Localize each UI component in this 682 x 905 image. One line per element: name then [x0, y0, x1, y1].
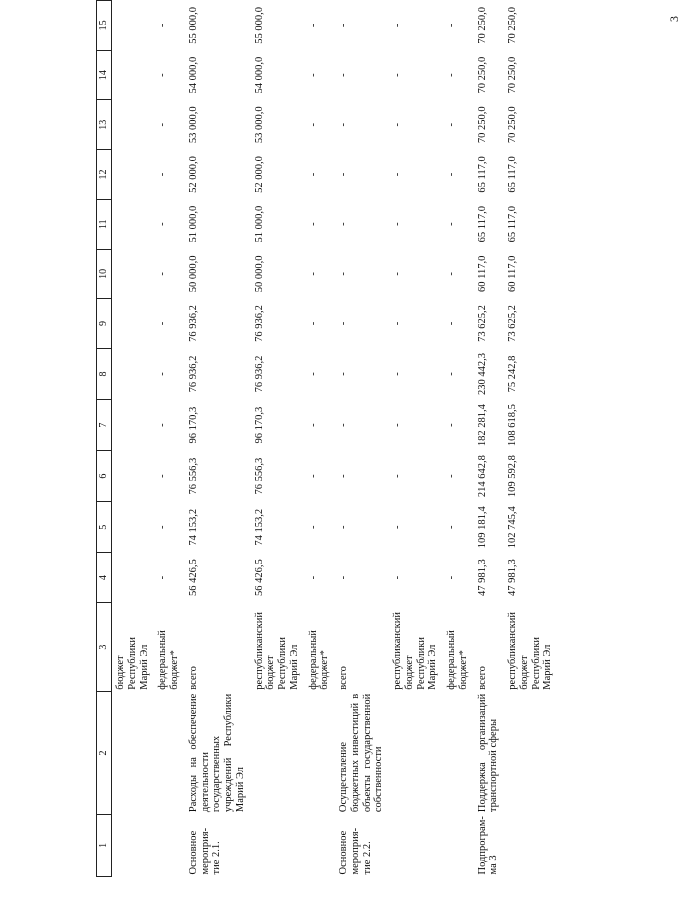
value-cell: 73 625,2: [476, 305, 488, 342]
value-cell: 65 117,0: [507, 205, 518, 243]
value-cell: -: [307, 73, 319, 77]
col-header: 3: [97, 603, 112, 692]
row-item-name: [305, 692, 336, 814]
value-cell: -: [157, 474, 169, 478]
value-cell: -: [338, 575, 349, 580]
value-cell: -: [446, 575, 457, 580]
value-cell: -: [446, 73, 457, 77]
col-header: 5: [97, 502, 112, 553]
table-row: [112, 1, 155, 877]
value-cell: -: [392, 123, 403, 127]
value-cell: [112, 299, 155, 349]
value-cell: -: [307, 423, 319, 427]
row-item-label: [443, 814, 474, 876]
value-cell: -: [338, 23, 349, 28]
table-row: [474, 1, 505, 877]
value-cell: -: [157, 222, 169, 226]
value-cell: -: [307, 474, 319, 478]
value-cell: 214 642,8: [476, 455, 488, 498]
table-row: [443, 1, 474, 877]
value-cell: -: [338, 272, 349, 276]
value-cell: [112, 50, 155, 100]
col-header: 2: [97, 692, 112, 814]
value-cell: 56 426,5: [253, 559, 265, 597]
value-cell: -: [307, 23, 319, 28]
row-item-label: [504, 814, 558, 876]
col-header: 6: [97, 451, 112, 502]
value-cell: -: [157, 575, 169, 580]
value-cell: -: [392, 73, 403, 77]
value-cell: 52 000,0: [253, 156, 265, 193]
value-cell: 70 250,0: [507, 106, 518, 144]
value-cell: -: [307, 172, 319, 177]
col-header: 12: [97, 150, 112, 200]
value-cell: 50 000,0: [253, 255, 265, 293]
value-cell: -: [338, 372, 349, 376]
value-cell: -: [446, 372, 457, 376]
value-cell: -: [446, 23, 457, 28]
value-cell: [112, 1, 155, 51]
row-item-label: Основное мероприя- тие 2.1.: [187, 827, 223, 875]
value-cell: 70 250,0: [507, 56, 518, 94]
value-cell: 47 981,3: [476, 559, 488, 597]
table-body: [112, 1, 559, 877]
row-funding-source: бюджет Республики Марий Эл: [115, 637, 150, 690]
row-item-label: [251, 814, 305, 876]
row-funding-source: республиканский бюджет Республики Марий Эл: [392, 612, 439, 690]
value-cell: -: [338, 172, 349, 177]
row-item-label: [305, 814, 336, 876]
value-cell: -: [157, 525, 169, 530]
col-header: 7: [97, 400, 112, 451]
value-cell: -: [392, 575, 403, 580]
value-cell: -: [338, 321, 349, 326]
value-cell: -: [446, 172, 457, 177]
value-cell: 54 000,0: [253, 56, 265, 94]
value-cell: -: [307, 372, 319, 376]
value-cell: 96 170,3: [253, 406, 265, 444]
value-cell: -: [157, 272, 169, 276]
col-header: 4: [97, 553, 112, 603]
value-cell: -: [392, 474, 403, 478]
col-header: 8: [97, 348, 112, 399]
value-cell: 52 000,0: [187, 156, 199, 193]
value-cell: [112, 249, 155, 299]
value-cell: 55 000,0: [253, 7, 265, 44]
value-cell: 74 153,2: [253, 508, 265, 546]
col-header: 9: [97, 299, 112, 349]
value-cell: 76 936,2: [187, 305, 199, 342]
row-funding-source: федеральный бюджет*: [446, 630, 469, 690]
row-item-label: Основное мероприя- тие 2.2.: [338, 827, 373, 875]
value-cell: [112, 348, 155, 399]
value-cell: 182 281,4: [476, 404, 488, 447]
value-cell: 108 618,5: [507, 404, 518, 447]
table-row: [154, 1, 185, 877]
value-cell: -: [392, 23, 403, 28]
row-item-label: Подпрограм- ма 3: [476, 816, 500, 875]
value-cell: 76 936,2: [253, 305, 265, 342]
value-cell: 70 250,0: [476, 7, 488, 44]
budget-table: [96, 0, 558, 877]
col-header: 14: [97, 50, 112, 100]
value-cell: -: [446, 123, 457, 127]
col-header: 1: [97, 814, 112, 876]
value-cell: 70 250,0: [476, 106, 488, 144]
value-cell: [112, 451, 155, 502]
row-funding-source: федеральный бюджет*: [157, 630, 180, 690]
value-cell: -: [338, 423, 349, 427]
value-cell: 55 000,0: [187, 7, 199, 44]
value-cell: -: [157, 123, 169, 127]
row-item-name: Поддержка организаций транспортной сферы: [476, 693, 500, 813]
value-cell: -: [446, 525, 457, 530]
value-cell: -: [392, 525, 403, 530]
value-cell: 70 250,0: [507, 7, 518, 44]
value-cell: -: [446, 423, 457, 427]
row-funding-source: республиканский бюджет Республики Марий Эл: [253, 612, 300, 690]
row-funding-source: всего: [338, 666, 349, 690]
value-cell: 53 000,0: [187, 106, 199, 144]
value-cell: 109 592,8: [507, 455, 518, 498]
value-cell: -: [307, 123, 319, 127]
col-header: 10: [97, 249, 112, 299]
value-cell: 56 426,5: [187, 559, 199, 597]
row-item-label: [154, 814, 185, 876]
value-cell: 54 000,0: [187, 56, 199, 94]
row-item-name: Осуществление бюджетных инвестиций в объекты государственной собственности: [338, 693, 385, 813]
value-cell: [112, 400, 155, 451]
value-cell: -: [392, 423, 403, 427]
value-cell: -: [307, 575, 319, 580]
table-row: [389, 1, 443, 877]
value-cell: -: [307, 321, 319, 326]
value-cell: 60 117,0: [507, 255, 518, 293]
value-cell: -: [392, 172, 403, 177]
table-row: [305, 1, 336, 877]
value-cell: 230 442,3: [476, 352, 488, 395]
value-cell: -: [392, 222, 403, 226]
value-cell: 76 556,3: [187, 457, 199, 495]
value-cell: 109 181,4: [476, 506, 488, 549]
value-cell: [112, 553, 155, 603]
table-row: [504, 1, 558, 877]
col-header: 13: [97, 100, 112, 150]
row-item-name: [154, 692, 185, 814]
value-cell: -: [392, 272, 403, 276]
value-cell: -: [157, 423, 169, 427]
value-cell: -: [307, 272, 319, 276]
value-cell: -: [392, 372, 403, 376]
value-cell: -: [392, 321, 403, 326]
value-cell: -: [338, 222, 349, 226]
value-cell: 70 250,0: [476, 56, 488, 94]
value-cell: -: [338, 525, 349, 530]
col-header: 15: [97, 1, 112, 51]
value-cell: 76 936,2: [253, 355, 265, 393]
row-item-name: [251, 692, 305, 814]
value-cell: [112, 199, 155, 249]
row-item-name: [443, 692, 474, 814]
col-header: 11: [97, 199, 112, 249]
value-cell: 102 745,4: [507, 506, 518, 549]
value-cell: -: [338, 474, 349, 478]
value-cell: 51 000,0: [187, 205, 199, 243]
row-item-name: Расходы на обеспечение деятельности государственных учреждений Республики Марий Эл: [187, 693, 246, 813]
value-cell: 50 000,0: [187, 255, 199, 293]
value-cell: 76 936,2: [187, 355, 199, 393]
value-cell: -: [157, 321, 169, 326]
row-funding-source: всего: [187, 666, 199, 690]
value-cell: 76 556,3: [253, 457, 265, 495]
table-row: [185, 1, 251, 877]
page-number: 3: [667, 16, 681, 22]
value-cell: 47 981,3: [507, 559, 518, 597]
value-cell: -: [338, 123, 349, 127]
row-item-label: [112, 814, 155, 876]
value-cell: 75 242,8: [507, 355, 518, 393]
value-cell: -: [446, 474, 457, 478]
value-cell: -: [307, 222, 319, 226]
value-cell: [112, 100, 155, 150]
value-cell: -: [446, 222, 457, 226]
table-row: [251, 1, 305, 877]
row-funding-source: всего: [476, 666, 488, 690]
value-cell: 96 170,3: [187, 406, 199, 444]
header-row: [97, 1, 112, 877]
row-item-name: [389, 692, 443, 814]
value-cell: -: [157, 372, 169, 376]
value-cell: -: [157, 73, 169, 77]
value-cell: -: [338, 73, 349, 77]
value-cell: -: [157, 23, 169, 28]
row-item-name: [504, 692, 558, 814]
value-cell: [112, 150, 155, 200]
row-funding-source: федеральный бюджет*: [307, 630, 331, 690]
value-cell: -: [446, 321, 457, 326]
value-cell: -: [157, 172, 169, 177]
row-item-label: [389, 814, 443, 876]
value-cell: 73 625,2: [507, 305, 518, 342]
value-cell: -: [307, 525, 319, 530]
value-cell: 51 000,0: [253, 205, 265, 243]
value-cell: 74 153,2: [187, 508, 199, 546]
row-funding-source: республиканский бюджет Республики Марий Эл: [507, 612, 554, 690]
table-row: [335, 1, 389, 877]
value-cell: -: [446, 272, 457, 276]
value-cell: [112, 502, 155, 553]
value-cell: 65 117,0: [476, 156, 488, 193]
row-item-name: [112, 692, 155, 814]
value-cell: 60 117,0: [476, 255, 488, 293]
value-cell: 65 117,0: [507, 156, 518, 193]
value-cell: 53 000,0: [253, 106, 265, 144]
value-cell: 65 117,0: [476, 205, 488, 243]
